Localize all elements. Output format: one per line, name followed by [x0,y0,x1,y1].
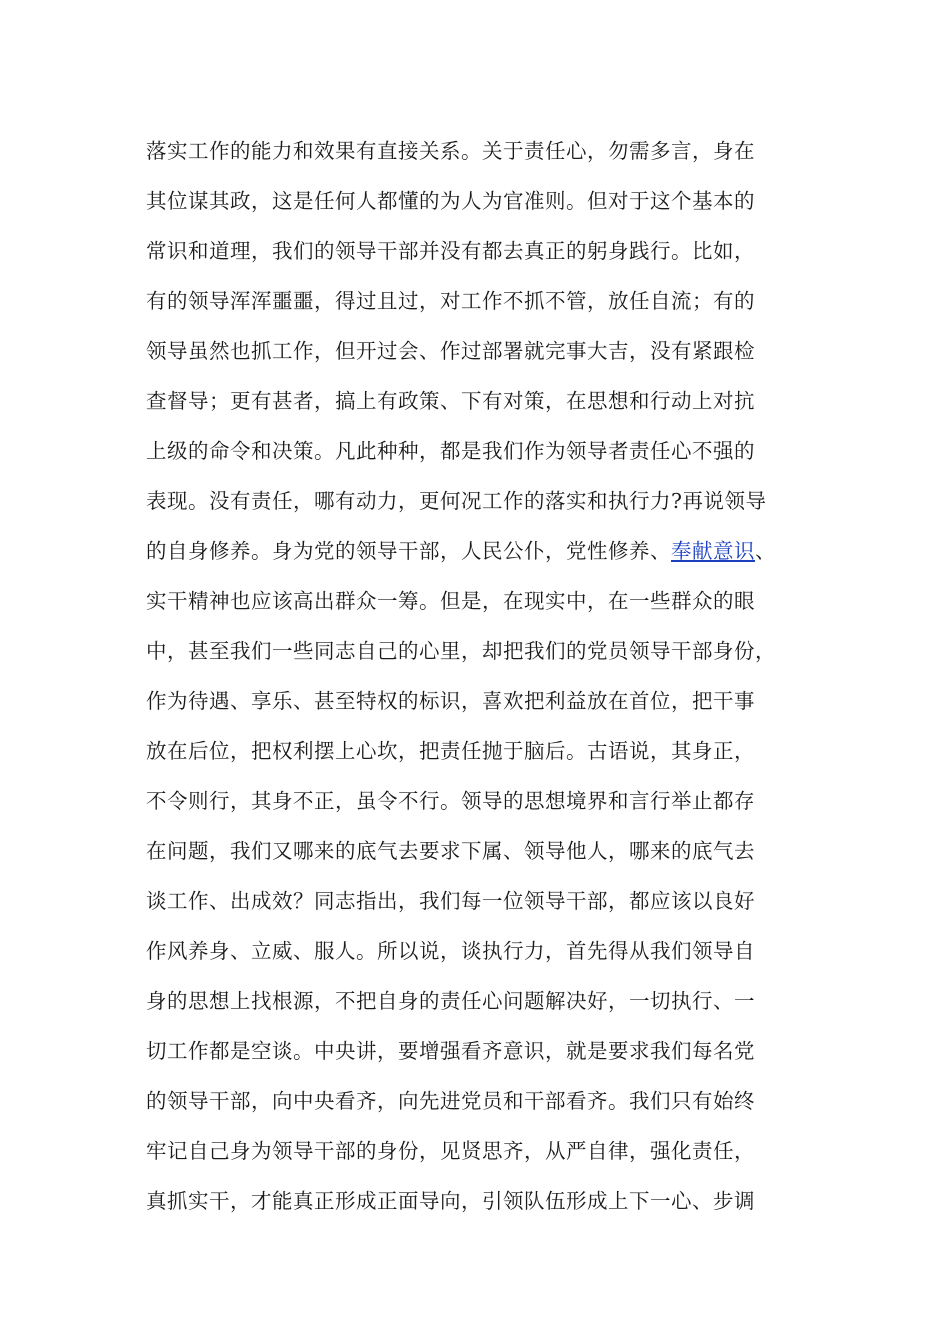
text-line: 表现。没有责任，哪有动力，更何况工作的落实和执行力?再说领导 [146,489,767,513]
text-line: 领导虽然也抓工作，但开过会、作过部署就完事大吉，没有紧跟检 [146,339,755,363]
text-segment: 的自身修养。身为党的领导干部，人民公仆，党性修养、 [146,539,671,563]
text-line: 牢记自己身为领导干部的身份，见贤思齐，从严自律，强化责任， [146,1139,755,1163]
text-line: 谈工作、出成效？同志指出，我们每一位领导干部，都应该以良好 [146,889,755,913]
text-line: 上级的命令和决策。凡此种种，都是我们作为领导者责任心不强的 [146,439,755,463]
keyword-link[interactable]: 奉献意识 [671,539,755,563]
text-line: 作风养身、立威、服人。所以说，谈执行力，首先得从我们领导自 [146,939,755,963]
text-line: 其位谋其政，这是任何人都懂的为人为官准则。但对于这个基本的 [146,189,755,213]
text-line: 有的领导浑浑噩噩，得过且过，对工作不抓不管，放任自流；有的 [146,289,755,313]
text-line: 中，甚至我们一些同志自己的心里，却把我们的党员领导干部身份， [146,639,776,663]
text-line: 作为待遇、享乐、甚至特权的标识，喜欢把利益放在首位，把干事 [146,689,755,713]
text-line: 实干精神也应该高出群众一筹。但是，在现实中，在一些群众的眼 [146,589,755,613]
text-segment: 、 [755,539,776,563]
text-line: 身的思想上找根源，不把自身的责任心问题解决好，一切执行、一 [146,989,755,1013]
text-line: 落实工作的能力和效果有直接关系。关于责任心，勿需多言，身在 [146,139,755,163]
text-line: 真抓实干，才能真正形成正面导向，引领队伍形成上下一心、步调 [146,1189,755,1213]
body-text [146,126,826,1226]
text-line-with-link [146,526,826,576]
text-line: 放在后位，把权利摆上心坎，把责任抛于脑后。古语说，其身正， [146,739,755,763]
text-line: 切工作都是空谈。中央讲，要增强看齐意识，就是要求我们每名党 [146,1039,755,1063]
text-line: 在问题，我们又哪来的底气去要求下属、领导他人，哪来的底气去 [146,839,755,863]
text-line: 常识和道理，我们的领导干部并没有都去真正的躬身践行。比如， [146,239,755,263]
text-line: 查督导；更有甚者，搞上有政策、下有对策，在思想和行动上对抗 [146,389,755,413]
text-line: 的领导干部，向中央看齐，向先进党员和干部看齐。我们只有始终 [146,1089,755,1113]
text-line: 不令则行，其身不正，虽令不行。领导的思想境界和言行举止都存 [146,789,755,813]
